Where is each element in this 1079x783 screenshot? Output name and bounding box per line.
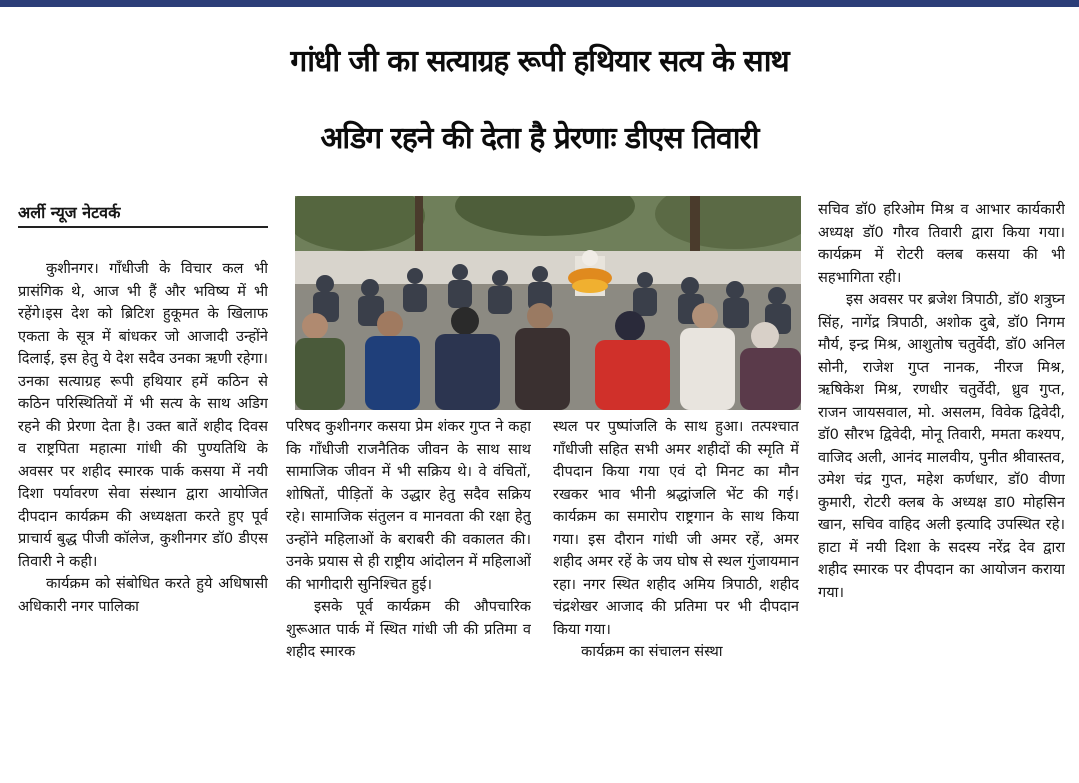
paragraph: परिषद कुशीनगर कसया प्रेम शंकर गुप्त ने कहा कि गाँधीजी राजनैतिक जीवन के साथ साथ सामाजिक जीवन में भी सक्रिय थे। वे वंचितों, शोषितों, पीड़ितों के उद्धार हेतु सदैव सक्रिय रहे। सामाजिक संतुलन व मानवता की रक्षा हेतु उन्होंने महिलाओं के बराबरी की वकालत की। उनके प्रयास से ही राष्ट्रीय आंदोलन में महिलाओं की भागीदारी सुनिश्चित हुई। bbox=[286, 418, 531, 593]
article-column-1 bbox=[18, 258, 268, 778]
paragraph: कार्यक्रम को संबोधित करते हुये अधिषासी अधिकारी नगर पालिका bbox=[18, 575, 268, 615]
top-color-bar bbox=[0, 0, 1079, 7]
paragraph: स्थल पर पुष्पांजलि के साथ हुआ। तत्पश्चात गाँधीजी सहित सभी अमर शहीदों की स्मृति में दीपदान किया गया एवं दो मिनट का मौन रखकर भाव भीनी श्रद्धांजलि भेंट की गई।कार्यक्रम का समारोप राष्ट्रगान के साथ किया गया। इस दौरान गांधी जी अमर रहें, अमर शहीद अमर रहें के जय घोष से स्थल गुंजायमान रहा। नगर स्थित शहीद अमिय त्रिपाठी, शहीद चंद्रशेखर आजाद की प्रतिमा पर भी दीपदान किया गया। bbox=[553, 418, 799, 638]
article-column-2 bbox=[286, 416, 531, 778]
paragraph: कुशीनगर। गाँधीजी के विचार कल भी प्रासंगिक थे, आज भी हैं और भविष्य में भी रहेंगे।इस देश को ब्रिटिश हुकूमत के खिलाफ एकता के सूत्र में बांधकर जो आजादी उन्होंने दिलाई, इस हेतु ये देश सदैव उनका ऋणी रहेगा। उनका सत्याग्रह रूपी हथियार हमें कठिन से कठिन परिस्थितियों में भी सत्य के साथ अडिग रहने की प्रेरणा देता है। उक्त बातें शहीद दिवस व राष्ट्रपिता महात्मा गांधी की पुण्यतिथि के अवसर पर शहीद स्मारक पार्क कसया में नयी दिशा पर्यावरण सेवा संस्थान द्वारा आयोजित दीपदान कार्यक्रम की अध्यक्षता करते हुए पूर्व प्राचार्य बुद्ध पीजी कॉलेज, कुशीनगर डॉ0 डीएस तिवारी ने कही। bbox=[18, 260, 268, 570]
paragraph: सचिव डॉ0 हरिओम मिश्र व आभार कार्यकारी अध्यक्ष डॉ0 गौरव तिवारी द्वारा किया गया। कार्यक्रम में रोटरी क्लब कसया की भी सहभागिता रही। bbox=[818, 201, 1065, 286]
photo-illustration bbox=[295, 196, 801, 410]
headline-line-1: गांधी जी का सत्याग्रह रूपी हथियार सत्य के साथ bbox=[290, 44, 789, 79]
byline: अर्ली न्यूज नेटवर्क bbox=[18, 203, 121, 222]
paragraph: कार्यक्रम का संचालन संस्था bbox=[581, 643, 723, 660]
paragraph: इस अवसर पर ब्रजेश त्रिपाठी, डॉ0 शत्रुघ्न सिंह, नागेंद्र त्रिपाठी, अशोक दुबे, डॉ0 निगम मौर्य, इन्द्र मिश्र, आशुतोष चतुर्वेदी, डॉ0 अनिल सोनी, राजेश गुप्त नानक, नीरज मिश्र, ऋषिकेश मिश्र, रणधीर चतुर्वेदी, ध्रुव गुप्त, राजन जायसवाल, मो. असलम, विवेक द्विवेदी, डॉ0 सौरभ द्विवेदी, मोनू तिवारी, ममता कश्यप, वाजिद अली, आनंद मालवीय, पुनीत श्रीवास्तव, उमेश चंद्र गुप्त, महेश कर्णधार, डॉ0 वीणा कुमारी, रोटरी क्लब के अध्यक्ष डा0 मोहसिन खान, सचिव वाहिद अली इत्यादि उपस्थित रहे। हाटा में नयी दिशा के सदस्य नरेंद्र देव द्वारा शहीद स्मारक पर दीपदान का आयोजन कराया गया। bbox=[818, 291, 1065, 601]
article-column-4 bbox=[818, 199, 1065, 779]
byline-rule bbox=[18, 226, 268, 228]
news-photo bbox=[295, 196, 801, 410]
paragraph: इसके पूर्व कार्यक्रम की औपचारिक शुरूआत पार्क में स्थित गांधी जी की प्रतिमा व शहीद स्मारक bbox=[286, 598, 531, 660]
article-column-3 bbox=[553, 416, 799, 778]
headline-line-2: अडिग रहने की देता है प्रेरणाः डीएस तिवारी bbox=[320, 121, 759, 156]
